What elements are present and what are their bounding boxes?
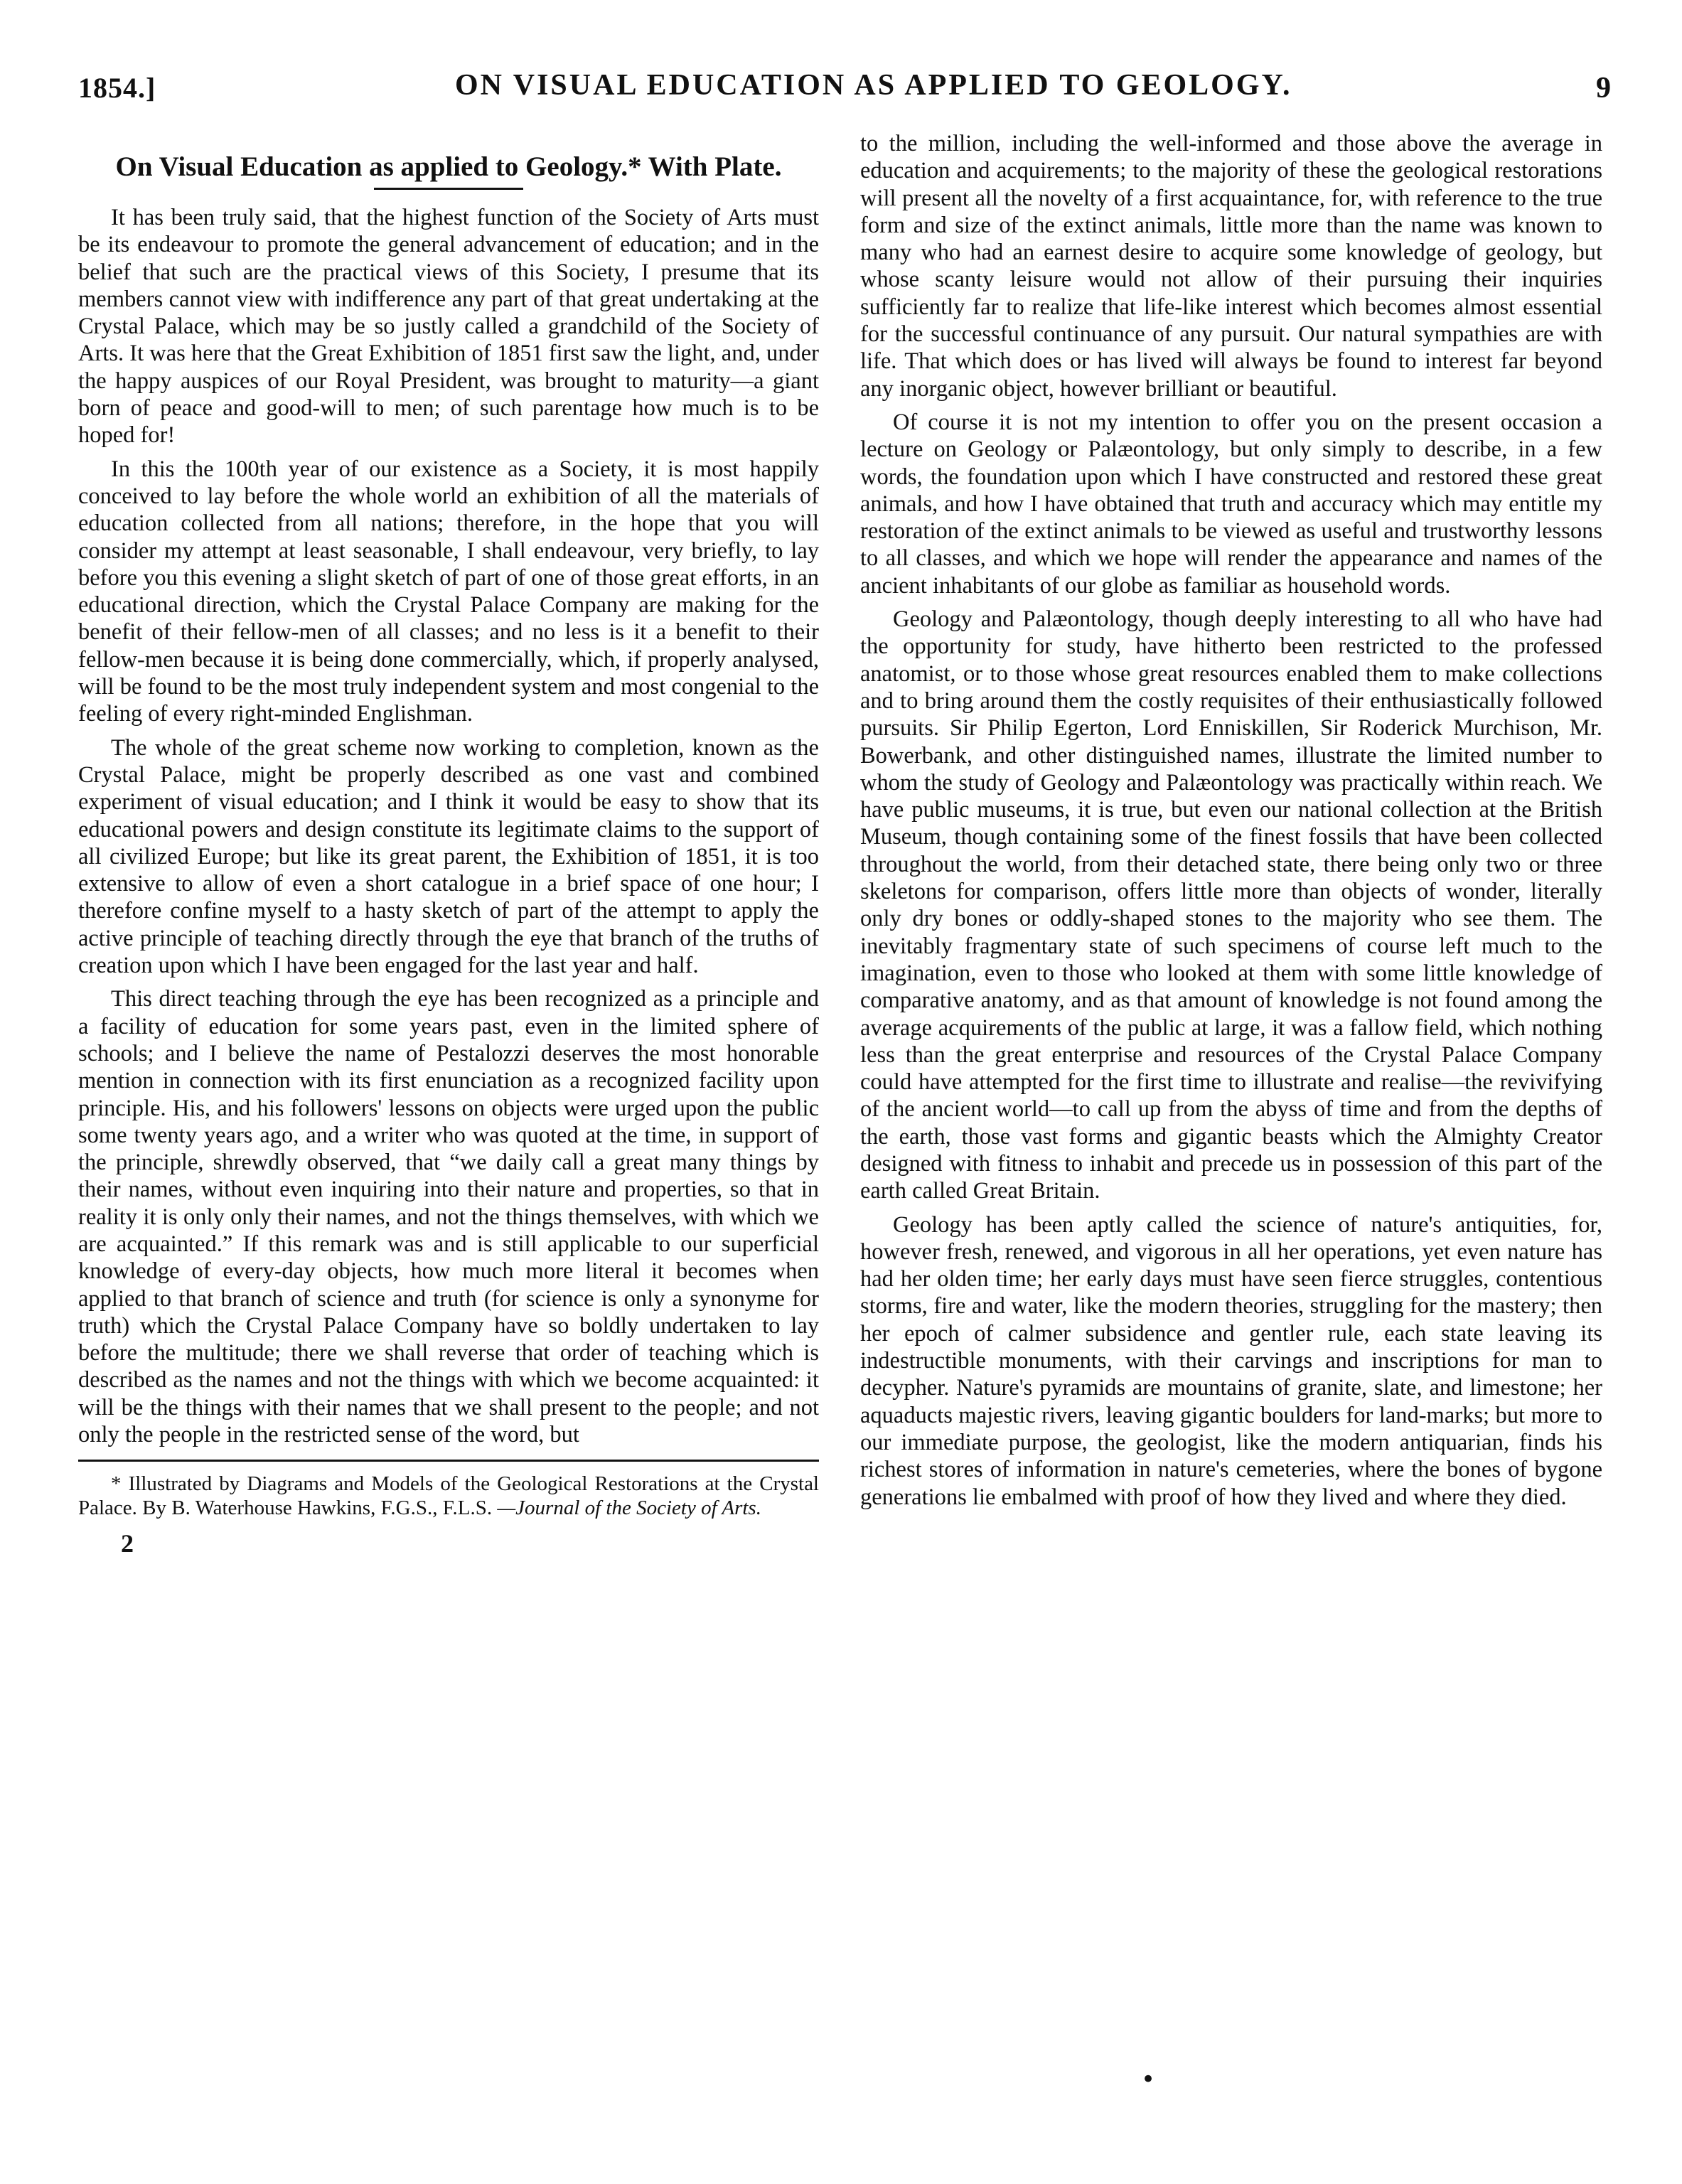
footnote-rule: [78, 1460, 819, 1462]
paragraph-right-3: Geology and Palæontology, though deeply interesting to all who have had the opportunity for study, have hitherto been restricted to the professed anatomist, or to those whose great resources enabled them to make collections and to bring around them the costly requisites of their enthusiastically followed pursuits. Sir Philip Egerton, Lord Enniskillen, Sir Roderick Murchison, Mr. Bowerbank, and other distinguished names, illustrate the limited number to whom the study of Geology and Palæontology was practically within reach. We have public museums, it is true, but even our national collection at the British Museum, though containing some of the finest fossils that have been collected throughout the world, from their detached state, there being only two or three skeletons for comparison, offers little more than objects of wonder, literally only dry bones or oddly-shaped stones to the majority who see them. The inevitably fragmentary state of such specimens of course left much to the imagination, even to those who looked at them with some little knowledge of comparative anatomy, and as that amount of knowledge is not found among the average acquirements of the public at large, it was a fallow field, which nothing less than the great enterprise and resources of the Crystal Palace Company could have attempted for the first time to illustrate and realise—the revivifying of the ancient world—to call up from the abyss of time and from the depths of the earth, those vast forms and gigantic beasts which the Almighty Creator designed with fitness to inhabit and precede us in possession of this part of the earth called Great Britain.: [860, 606, 1602, 1204]
bottom-ornament: •: [1141, 2065, 1156, 2094]
paragraph-right-2: Of course it is not my intention to offer you on the present occasion a lecture on Geology or Palæontology, but only simply to describe, in a few words, the foundation upon which I have constructed and restored these great animals, and how I have obtained that truth and accuracy which may entitle my restoration of the extinct animals to be viewed as useful and trustworthy lessons to all classes, and which we hope will render the appearance and names of the ancient inhabitants of our globe as familiar as household words.: [860, 409, 1602, 599]
paragraph-left-3: The whole of the great scheme now working to completion, known as the Crystal Palace, might be properly described as one vast and combined experiment of visual education; and I think it would be easy to show that its educational powers and design constitute its legitimate claims to the support of all civilized Europe; but like its great parent, the Exhibition of 1851, it is too extensive to allow of even a short catalogue in a brief space of one hour; I therefore confine myself to a hasty sketch of part of the attempt to apply the active principle of teaching directly through the eye that branch of the truths of creation upon which I have been engaged for the last year and half.: [78, 734, 819, 979]
header-year: 1854.]: [78, 72, 156, 104]
running-header: [0, 0, 1682, 121]
paragraph-right-4: Geology has been aptly called the science of nature's antiquities, for, however fresh, renewed, and vigorous in all her operations, yet even nature has had her olden time; her early days must have seen fierce struggles, contentious storms, fire and water, like the modern theories, struggling for the mastery; then her epoch of calmer subsidence and gentler rule, each state leaving its indestructible monuments, with their carvings and inscriptions for man to decypher. Nature's pyramids are mountains of granite, slate, and limestone; her aquaducts majestic rivers, leaving gigantic boulders for land-marks; but more to our immediate purpose, the geologist, like the modern antiquarian, finds his richest stores of information in nature's cemeteries, where the bones of bygone generations lie embalmed with proof of how they lived and where they died.: [860, 1211, 1602, 1510]
header-page-number: 9: [1596, 72, 1611, 105]
paragraph-left-1: It has been truly said, that the highest function of the Society of Arts must be its endeavour to promote the general advancement of education; and in the belief that such are the practical views of this Society, I presume that its members cannot view with indifference any part of that great undertaking at the Crystal Palace, which may be so justly called a grandchild of the Society of Arts. It was here that the Great Exhibition of 1851 first saw the light, and, under the happy auspices of our Royal President, was brought to maturity—a giant born of peace and good-will to men; of such parentage how much is to be hoped for!: [78, 205, 819, 449]
right-column: [860, 130, 1602, 1517]
left-column: [78, 142, 819, 1558]
footnote-text: * Illustrated by Diagrams and Models of the Geological Restorations at the Crystal Palace. By B. Waterhouse Hawkins, F.G.S., F.L.S.: [78, 1472, 819, 1520]
footnote-source: —Journal of the Society of Arts.: [497, 1497, 761, 1520]
paragraph-left-4: This direct teaching through the eye has been recognized as a principle and a facility of education for some years past, even in the limited sphere of schools; and I believe the name of Pestalozzi deserves the most honorable mention in connection with its first enunciation as a recognized facility upon principle. His, and his followers' lessons on objects were urged upon the public some twenty years ago, and a writer who was quoted at the time, in support of the principle, shrewdly observed, that “we daily call a great many things by their names, without even inquiring into their nature and properties, so that in reality it is only only their names, and not the things themselves, with which we are acquainted.” If this remark was and is still applicable to our superficial knowledge of every-day objects, how much more literal it becomes when applied to that branch of science and truth (for science is only a synonyme for truth) which the Crystal Palace Company have so boldly undertaken to lay before the multitude; there we shall reverse that order of teaching which is described as the names and not the things with which we become acquainted: it will be the things with their names that we shall present to the people; and not only the people in the restricted sense of the word, but: [78, 986, 819, 1448]
paragraph-left-2: In this the 100th year of our existence as a Society, it is most happily conceived to lay before the whole world an exhibition of all the materials of education collected from all nations; therefore, in the hope that you will consider my attempt at least seasonable, I shall endeavour, very briefly, to lay before you this evening a slight sketch of part of one of those great efforts, in an educational direction, which the Crystal Palace Company are making for the benefit of their fellow-men of all classes; and no less is it a benefit to their fellow-men because it is being done commercially, which, if properly analysed, will be found to be the most truly independent system and most congenial to the feeling of every right-minded Englishman.: [78, 456, 819, 727]
header-running-title: ON VISUAL EDUCATION AS APPLIED TO GEOLOGY.: [455, 69, 1292, 102]
paragraph-right-1: to the million, including the well-informed and those above the average in education and acquirements; to the majority of these the geological restorations will present all the novelty of a first acquaintance, for, with reference to the true form and size of the extinct animals, little more than the name was known to many who had an earnest desire to acquire some knowledge of geology, but whose scanty leisure would not allow of their pursuing their inquiries sufficiently far to realize that life-like interest which becomes almost essential for the successful continuance of any pursuit. Our natural sympathies are with life. That which does or has lived will always be found to interest far beyond any inorganic object, however brilliant or beautiful.: [860, 131, 1602, 402]
footnote: [78, 1472, 819, 1520]
article-title: On Visual Education as applied to Geology.* With Plate.: [115, 151, 782, 182]
title-rule: [374, 188, 523, 190]
signature-mark: 2: [121, 1529, 134, 1558]
